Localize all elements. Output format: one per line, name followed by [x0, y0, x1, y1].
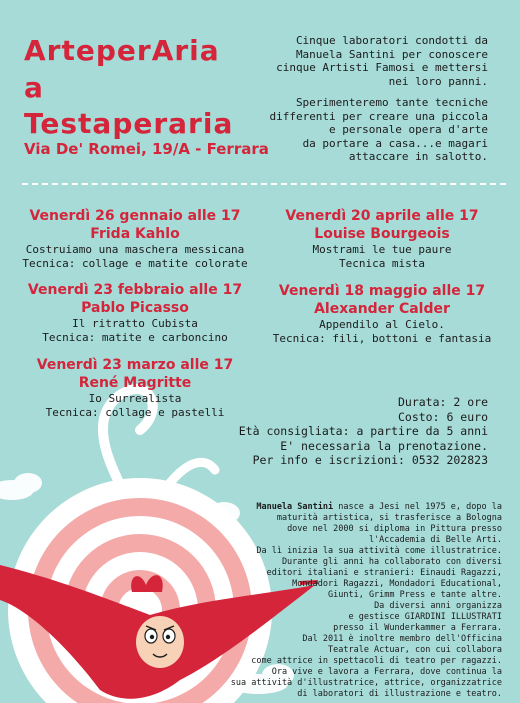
workshop-technique: Tecnica mista [338, 257, 426, 270]
info-contact: Per info e iscrizioni: 0532 202823 [252, 453, 488, 467]
workshop-technique: Tecnica: collage e matite colorate [22, 257, 248, 270]
workshop-artist: René Magritte [78, 375, 192, 391]
title-line-3: Testaperaria [24, 107, 234, 140]
workshop-date: Venerdì 18 maggio alle 17 [278, 283, 486, 299]
workshop-technique: Tecnica: matite e carboncino [42, 331, 228, 344]
workshop-card-picasso [15, 281, 255, 345]
workshop-description: Mostrami le tue paure [312, 243, 452, 256]
intro-paragraph-1: Cinque laboratori condotti da Manuela Santini per conoscere cinque Artisti Famosi e mettersi nei loro panni. [276, 34, 488, 88]
workshop-card-calder [262, 282, 502, 346]
workshop-artist: Frida Kahlo [90, 226, 180, 242]
workshop-date: Venerdì 23 febbraio alle 17 [27, 282, 243, 298]
workshop-description: Il ritratto Cubista [72, 317, 198, 330]
practical-info [228, 395, 488, 468]
workshop-card-bourgeois [262, 207, 502, 271]
workshop-technique: Tecnica: collage e pastelli [45, 406, 225, 419]
info-cost: Costo: 6 euro [397, 409, 488, 424]
dashed-divider [22, 183, 506, 185]
info-age: Età consigliata: a partire da 5 anni [238, 424, 488, 438]
bio-name: Manuela Santini [256, 502, 334, 512]
info-booking: E' necessaria la prenotazione. [280, 438, 488, 453]
workshop-description: Costruiamo una maschera messicana [25, 243, 245, 256]
workshop-date: Venerdì 26 gennaio alle 17 [29, 208, 241, 224]
venue-address: Via De' Romei, 19/A - Ferrara [24, 140, 269, 158]
title-line-2: a [24, 71, 44, 104]
workshop-technique: Tecnica: fili, bottoni e fantasia [272, 332, 492, 345]
workshop-artist: Louise Bourgeois [314, 226, 450, 242]
cloud-left-icon [0, 473, 42, 500]
workshop-artist: Alexander Calder [314, 301, 450, 317]
workshop-card-kahlo [15, 207, 255, 271]
intro-paragraph-2: Sperimenteremo tante tecniche differenti per creare una piccola e personale opera d'arte da portare a casa...e magari attaccare in salotto. [269, 96, 488, 163]
bio-text: nasce a Jesi nel 1975 e, dopo la maturità artistica, si trasferisce a Bologna dove nel 2000 si diploma in Pittura presso l'Accademia di Belle Arti. Da lì inizia la sua attività come illustratrice. Durante gli anni ha collaborato con diversi editori italiani e stranieri: Einaudi Ragazzi, Mondadori Ragazzi, Mondadori Educational, Giunti, Grimm Press e tante altre. Da diversi anni organizza e gestisce GIARDINI ILLUSTRATI presso il Wunderkammer a Ferrara. Dal 2011 è inoltre membro dell'Officina Teatrale Actuar, con cui collabora come attrice in spettacoli di teatro per ragazzi. Ora vive e lavora a Ferrara, dove continua la sua attività d'illustratrice, attrice, organizzatrice di laboratori di illustrazione e teatro. [230, 502, 502, 699]
workshop-date: Venerdì 20 aprile alle 17 [285, 208, 479, 224]
info-duration: Durata: 2 ore [397, 395, 488, 409]
workshop-artist: Pablo Picasso [81, 300, 189, 316]
workshop-card-magritte [15, 356, 255, 420]
workshop-date: Venerdì 23 marzo alle 17 [36, 357, 234, 373]
artist-bio [202, 502, 502, 700]
workshop-description: Io Surrealista [88, 392, 182, 405]
workshop-description: Appendilo al Cielo. [319, 318, 445, 331]
title-line-1: ArteperAria [24, 34, 220, 67]
